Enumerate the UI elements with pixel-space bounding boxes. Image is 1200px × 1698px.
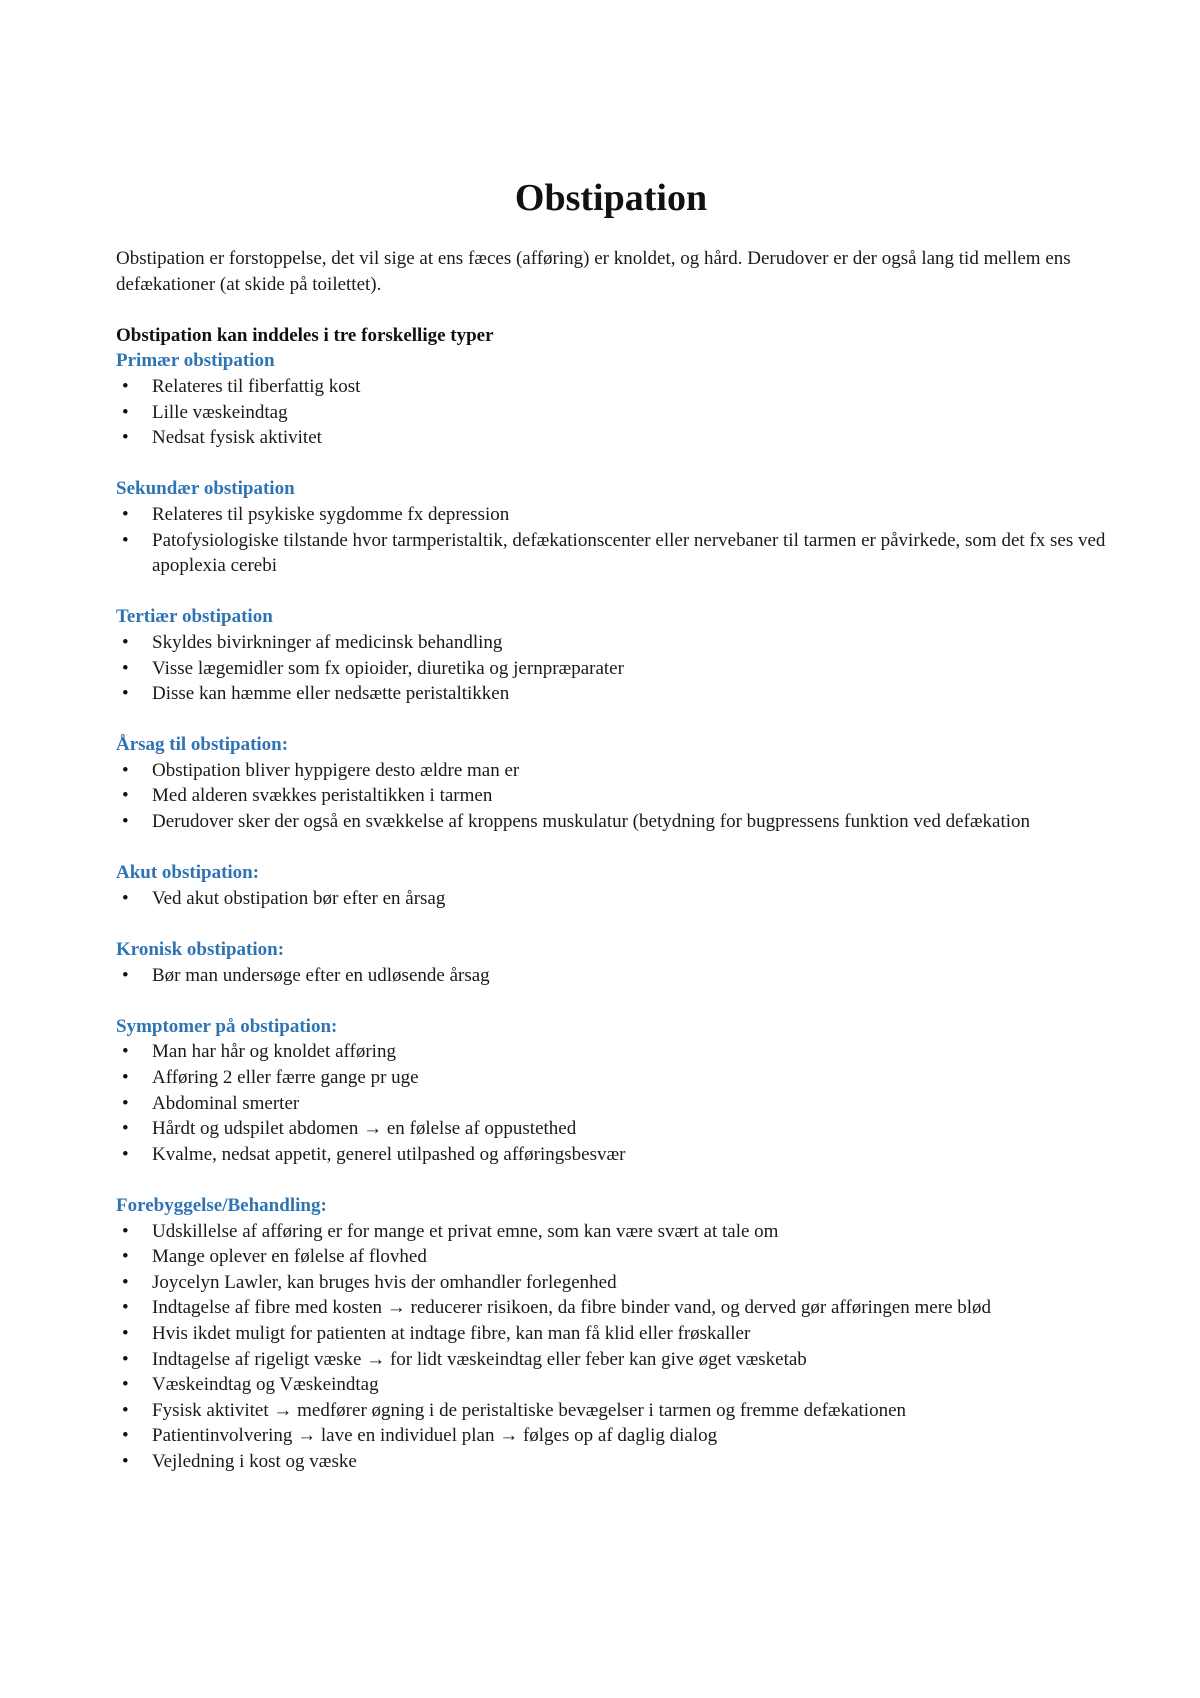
bullet-list-tertiaer: [116, 630, 1106, 707]
list-item: • Abdominal smerter: [116, 1091, 1106, 1117]
spacer: [116, 451, 1106, 477]
list-item: • Udskillelse af afføring er for mange et privat emne, som kan være svært at tale om: [116, 1219, 1106, 1245]
list-item: • Visse lægemidler som fx opioider, diuretika og jernpræparater: [116, 656, 1106, 682]
bullet-list-aarsag: [116, 758, 1106, 835]
list-item: • Afføring 2 eller færre gange pr uge: [116, 1065, 1106, 1091]
section-heading-primaer: Primær obstipation: [116, 350, 275, 372]
spacer: [116, 835, 1106, 861]
list-item: • Man har hår og knoldet afføring: [116, 1039, 1106, 1065]
list-item: • Patientinvolvering → lave en individuel plan → følges op af daglig dialog: [116, 1423, 1106, 1449]
intro-paragraph: Obstipation er forstoppelse, det vil sige at ens fæces (afføring) er knoldet, og hård. Derudover er der også lang tid mellem ens defækationer (at skide på toilettet).: [116, 248, 1071, 295]
list-item: • Obstipation bliver hyppigere desto ældre man er: [116, 758, 1106, 784]
section-heading-tertiaer: Tertiær obstipation: [116, 606, 273, 628]
spacer: [116, 707, 1106, 733]
list-item: • Indtagelse af fibre med kosten → reducerer risikoen, da fibre binder vand, og derved gør afføringen mere blød: [116, 1295, 1106, 1321]
list-item: • Skyldes bivirkninger af medicinsk behandling: [116, 630, 1106, 656]
bullet-list-primaer: [116, 374, 1106, 451]
page-title: Obstipation: [514, 177, 708, 219]
list-item: • Hårdt og udspilet abdomen → en følelse af oppustethed: [116, 1116, 1106, 1142]
section-heading-symptomer: Symptomer på obstipation:: [116, 1015, 338, 1037]
list-item: • Ved akut obstipation bør efter en årsag: [116, 886, 1106, 912]
bullet-list-akut: [116, 886, 1106, 912]
bullet-list-sekundaer: [116, 502, 1106, 579]
list-item: • Vejledning i kost og væske: [116, 1449, 1106, 1475]
list-item: • Hvis ikdet muligt for patienten at indtage fibre, kan man få klid eller frøskaller: [116, 1321, 1106, 1347]
list-item: • Med alderen svækkes peristaltikken i tarmen: [116, 783, 1106, 809]
section-heading-kronisk: Kronisk obstipation:: [116, 939, 285, 961]
list-item: • Lille væskeindtag: [116, 400, 1106, 426]
spacer: [116, 988, 1106, 1014]
list-item: • Bør man undersøge efter en udløsende årsag: [116, 963, 1106, 989]
list-item: • Patofysiologiske tilstande hvor tarmperistaltik, defækationscenter eller nervebaner til tarmen er påvirkede, som det fx ses ved apoplexia cerebi: [116, 528, 1106, 579]
section-heading-forebyggelse: Forebyggelse/Behandling:: [116, 1194, 327, 1216]
bullet-list-forebyggelse: [116, 1219, 1106, 1475]
bullet-list-kronisk: [116, 963, 1106, 989]
bullet-list-symptomer: [116, 1039, 1106, 1167]
list-item: • Indtagelse af rigeligt væske → for lidt væskeindtag eller feber kan give øget væsketab: [116, 1347, 1106, 1373]
document-body: [116, 246, 1106, 1475]
list-item: • Relateres til fiberfattig kost: [116, 374, 1106, 400]
types-heading: Obstipation kan inddeles i tre forskellige typer: [116, 324, 494, 346]
section-heading-aarsag: Årsag til obstipation:: [116, 734, 289, 756]
list-item: • Mange oplever en følelse af flovhed: [116, 1244, 1106, 1270]
list-item: • Væskeindtag og Væskeindtag: [116, 1372, 1106, 1398]
spacer: [116, 297, 1106, 323]
section-heading-sekundaer: Sekundær obstipation: [116, 478, 295, 500]
list-item: • Derudover sker der også en svækkelse af kroppens muskulatur (betydning for bugpressens funktion ved defækation: [116, 809, 1106, 835]
list-item: • Nedsat fysisk aktivitet: [116, 425, 1106, 451]
list-item: • Joycelyn Lawler, kan bruges hvis der omhandler forlegenhed: [116, 1270, 1106, 1296]
spacer: [116, 1167, 1106, 1193]
spacer: [116, 579, 1106, 605]
list-item: • Disse kan hæmme eller nedsætte peristaltikken: [116, 681, 1106, 707]
list-item: • Relateres til psykiske sygdomme fx depression: [116, 502, 1106, 528]
sections-container: [116, 348, 1106, 1474]
section-heading-akut: Akut obstipation:: [116, 862, 260, 884]
list-item: • Kvalme, nedsat appetit, generel utilpashed og afføringsbesvær: [116, 1142, 1106, 1168]
spacer: [116, 911, 1106, 937]
list-item: • Fysisk aktivitet → medfører øgning i de peristaltiske bevægelser i tarmen og fremme defækationen: [116, 1398, 1106, 1424]
